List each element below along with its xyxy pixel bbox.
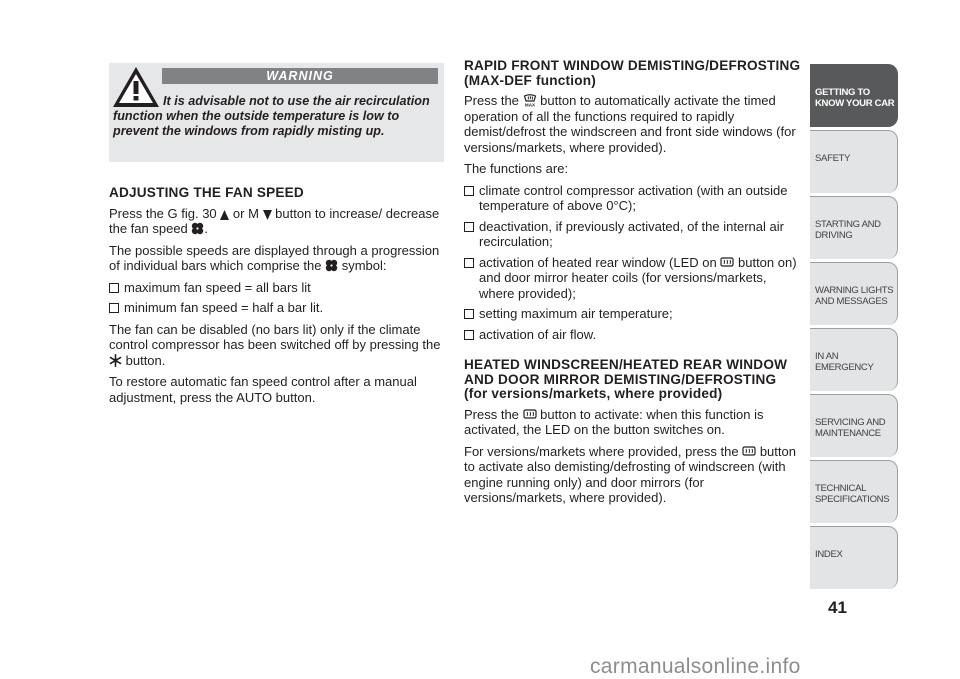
fan-paragraph-2	[109, 243, 444, 274]
fan-p3-a: The fan can be disabled (no bars lit) only if the climate control compressor has been switched off by pressing the	[109, 321, 441, 352]
svg-text:MAX: MAX	[524, 102, 535, 107]
fan-p1-a: Press the G fig. 30	[109, 205, 217, 221]
fan-section	[109, 186, 444, 411]
maxdef-paragraph-2: The functions are:	[464, 161, 569, 176]
max-def-icon	[523, 93, 537, 107]
warning-label: WARNING	[162, 68, 438, 84]
maxdef-functions-list	[464, 183, 801, 343]
fan-speed-list	[109, 280, 444, 316]
fan-p2-b: symbol:	[341, 258, 387, 273]
tab-technical-specifications[interactable]: TECHNICAL SPECIFICATIONS	[810, 460, 898, 523]
fan-heading: ADJUSTING THE FAN SPEED	[109, 185, 304, 200]
fan-paragraph-3	[109, 322, 444, 369]
fan-p1-d: .	[204, 221, 209, 236]
heated-rear-window-icon	[720, 257, 734, 269]
warning-box	[109, 63, 444, 162]
tab-getting-to-know-your-car[interactable]: GETTING TO KNOW YOUR CAR	[810, 64, 898, 127]
checkbox-bullet-icon	[109, 303, 119, 313]
heated-rear-window-icon	[742, 446, 756, 458]
checkbox-bullet-icon	[464, 309, 474, 319]
fan-p3-b: button.	[125, 352, 166, 368]
list-item: setting maximum air temperature;	[464, 306, 801, 322]
checkbox-bullet-icon	[464, 258, 474, 268]
fan-p2-a: The possible speeds are displayed through a progression of individual bars which comprise the	[109, 242, 440, 273]
list-item: climate control compressor activation (with an outside temperature of above 0°C);	[464, 183, 801, 214]
maxdef-paragraph-1	[464, 93, 801, 155]
heated-rear-window-icon	[523, 409, 537, 421]
heated-heading: HEATED WINDSCREEN/HEATED REAR WINDOW AND DOOR MIRROR DEMISTING/DEFROSTING (for versions/markets, where provided)	[464, 357, 788, 401]
tab-servicing-and-maintenance[interactable]: SERVICING AND MAINTENANCE	[810, 394, 898, 457]
snowflake-icon	[109, 354, 122, 367]
list-item: activation of heated rear window (LED on button on) and door mirror heater coils (for versions/markets, where provided);	[464, 255, 801, 302]
warning-text: It is advisable not to use the air recirculation function when the outside temperature is low to prevent the windows from rapidly misting up.	[113, 94, 430, 138]
checkbox-bullet-icon	[464, 186, 474, 196]
watermark: carmanualsonline.info	[590, 655, 801, 678]
heated-p2-b: button to activate also demisting/defrosting of windscreen (with engine running only) and door mirrors (for versions/markets, where provided).	[464, 443, 796, 505]
tab-safety[interactable]: SAFETY	[810, 130, 898, 193]
heated-paragraph-1	[464, 407, 801, 438]
fan-icon	[325, 259, 338, 272]
tab-index[interactable]: INDEX	[810, 526, 898, 589]
up-triangle-icon	[220, 210, 229, 220]
fan-paragraph-1	[109, 206, 444, 237]
heated-p1-a: Press the	[464, 406, 519, 422]
list-item: deactivation, if previously activated, of the internal air recirculation;	[464, 219, 801, 250]
tab-warning-lights-and-messages[interactable]: WARNING LIGHTS AND MESSAGES	[810, 262, 898, 325]
fan-paragraph-4: To restore automatic fan speed control after a manual adjustment, press the AUTO button.	[109, 374, 417, 405]
page-number: 41	[828, 598, 847, 617]
fan-icon	[191, 222, 204, 235]
defrost-column	[464, 59, 801, 512]
fan-p1-b: or M	[232, 205, 259, 221]
maxdef-heading: RAPID FRONT WINDOW DEMISTING/DEFROSTING (MAX-DEF function)	[464, 58, 801, 88]
heated-paragraph-2	[464, 444, 801, 506]
checkbox-bullet-icon	[109, 283, 119, 293]
checkbox-bullet-icon	[464, 330, 474, 340]
tab-in-an-emergency[interactable]: IN AN EMERGENCY	[810, 328, 898, 391]
fan-p1-c: button to increase/ decrease the fan speed	[109, 205, 440, 236]
heated-p1-b: button to activate: when this function is activated, the LED on the button switches on.	[464, 406, 764, 437]
maxdef-p1-a: Press the	[464, 93, 519, 108]
checkbox-bullet-icon	[464, 222, 474, 232]
list-item: minimum fan speed = half a bar lit.	[109, 300, 444, 316]
list-item: maximum fan speed = all bars lit	[109, 280, 444, 296]
maxdef-p1-b: button to automatically activate the timed operation of all the functions required to rapidly demist/defrost the windscreen and front side windows (for versions/markets, where provided).	[464, 93, 796, 155]
tab-starting-and-driving[interactable]: STARTING AND DRIVING	[810, 196, 898, 259]
heated-p2-a: For versions/markets where provided, press the	[464, 443, 739, 459]
down-triangle-icon	[263, 210, 272, 220]
list-item: activation of air flow.	[464, 327, 801, 343]
